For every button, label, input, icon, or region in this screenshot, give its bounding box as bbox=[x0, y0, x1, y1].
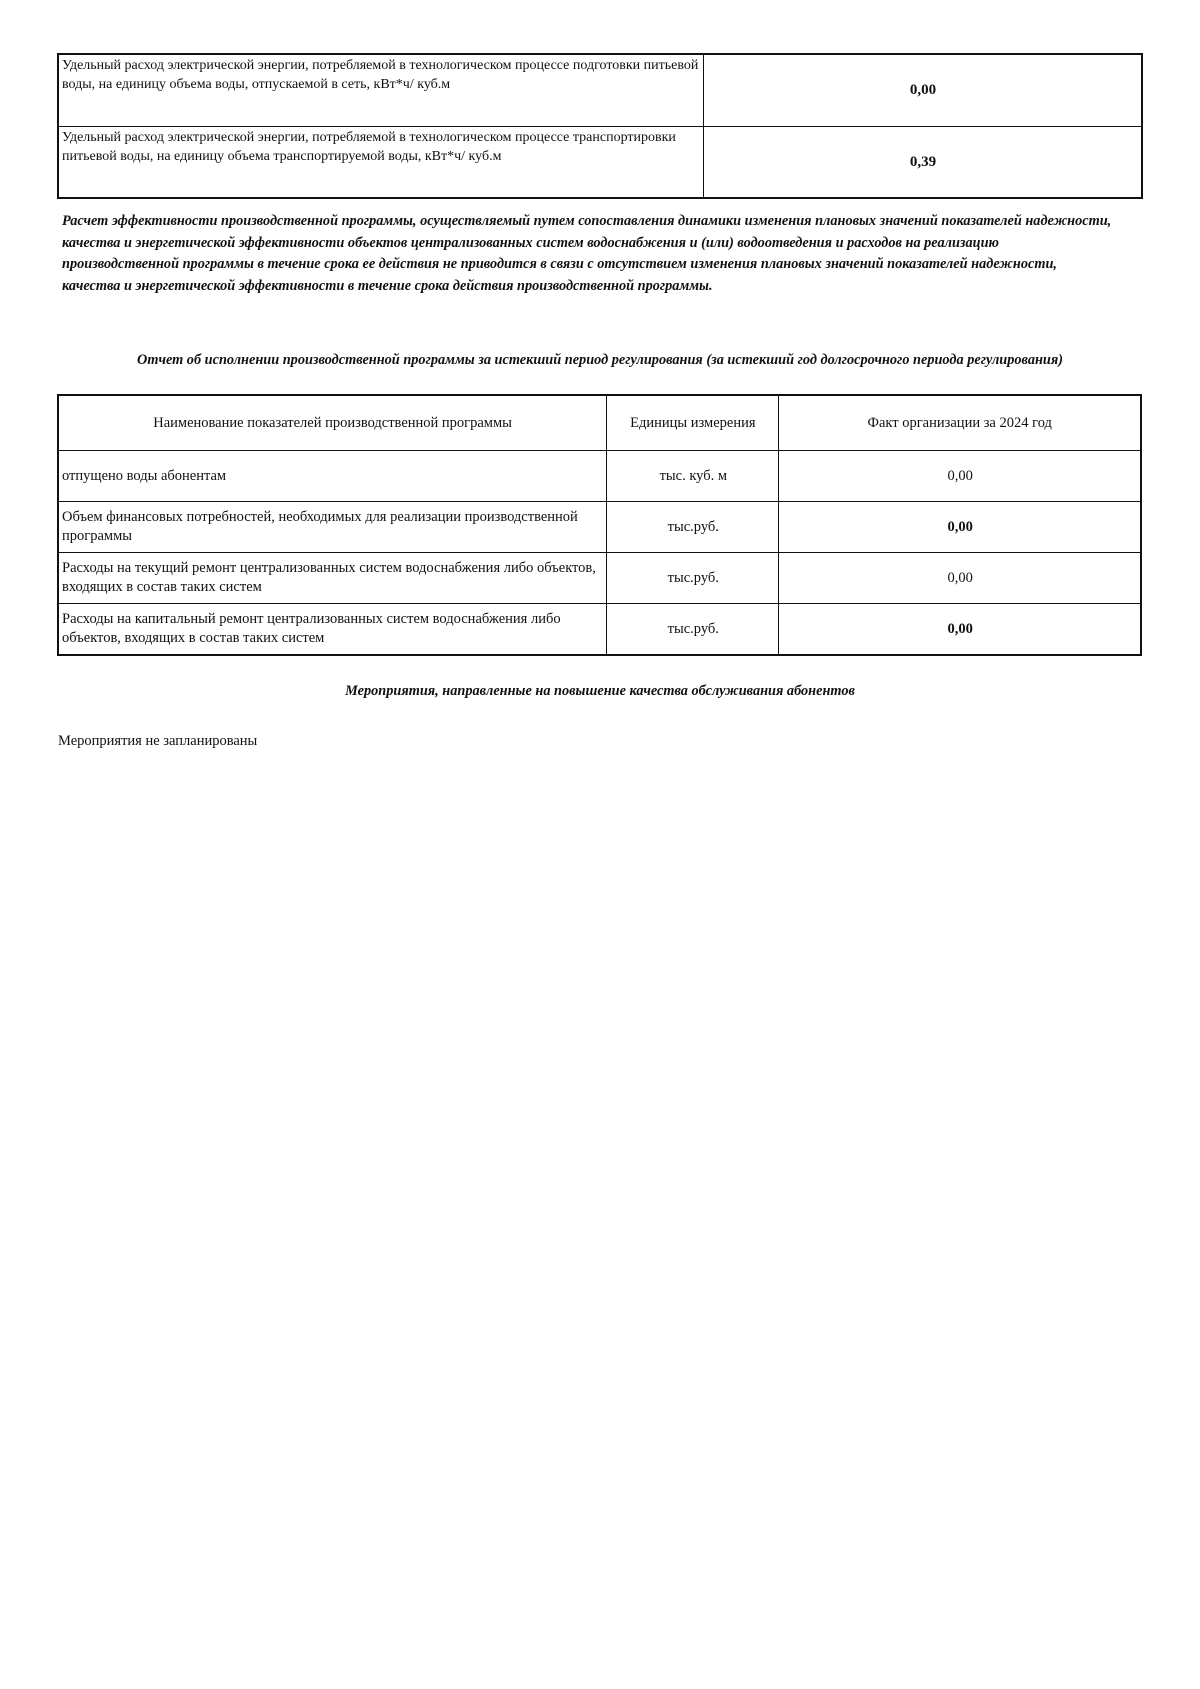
energy-row-value: 0,00 bbox=[704, 54, 1143, 126]
row-indicator-name: отпущено воды абонентам bbox=[58, 451, 607, 502]
row-indicator-name: Объем финансовых потребностей, необходимых для реализации производственной программы bbox=[58, 502, 607, 553]
service-quality-heading: Мероприятия, направленные на повышение качества обслуживания абонентов bbox=[345, 683, 855, 699]
table-row bbox=[58, 502, 1141, 553]
energy-row-label: Удельный расход электрической энергии, потребляемой в технологическом процессе подготовки питьевой воды, на единицу объема воды, отпускаемой в сеть, кВт*ч/ куб.м bbox=[58, 54, 704, 126]
row-unit: тыс.руб. bbox=[607, 604, 779, 656]
energy-row-value: 0,39 bbox=[704, 126, 1143, 198]
column-header-unit: Единицы измерения bbox=[607, 395, 779, 451]
row-fact-value: 0,00 bbox=[779, 604, 1141, 656]
energy-consumption-table bbox=[57, 53, 1143, 199]
efficiency-note-paragraph: Расчет эффективности производственной программы, осуществляемый путем сопоставления динамики изменения плановых значений показателей надежности, качества и энергетической эффективности объектов централизованных систем водоснабжения и (или) водоотведения и расходов на реализацию производственной программы в течение срока ее действия не приводится в связи с отсутствием изменения плановых значений показателей надежности, качества и энергетической эффективности в течение срока действия производственной программы. bbox=[62, 213, 1112, 294]
table-row bbox=[58, 126, 1142, 198]
report-heading: Отчет об исполнении производственной программы за истекший период регулирования (за истекший год долгосрочного периода регулирования) bbox=[137, 352, 1063, 368]
row-unit: тыс.руб. bbox=[607, 553, 779, 604]
row-fact-value: 0,00 bbox=[779, 502, 1141, 553]
table-row bbox=[58, 451, 1141, 502]
row-unit: тыс.руб. bbox=[607, 502, 779, 553]
row-fact-value: 0,00 bbox=[779, 451, 1141, 502]
row-indicator-name: Расходы на капитальный ремонт централизованных систем водоснабжения либо объектов, входящих в состав таких систем bbox=[58, 604, 607, 656]
column-header-fact: Факт организации за 2024 год bbox=[779, 395, 1141, 451]
column-header-indicator: Наименование показателей производственной программы bbox=[58, 395, 607, 451]
row-fact-value: 0,00 bbox=[779, 553, 1141, 604]
table-header-row bbox=[58, 395, 1141, 451]
no-events-text: Мероприятия не запланированы bbox=[58, 733, 258, 749]
row-unit: тыс. куб. м bbox=[607, 451, 779, 502]
table-row bbox=[58, 604, 1141, 656]
table-row bbox=[58, 54, 1142, 126]
table-row bbox=[58, 553, 1141, 604]
row-indicator-name: Расходы на текущий ремонт централизованных систем водоснабжения либо объектов, входящих в состав таких систем bbox=[58, 553, 607, 604]
production-program-report-table bbox=[57, 394, 1142, 656]
energy-row-label: Удельный расход электрической энергии, потребляемой в технологическом процессе транспортировки питьевой воды, на единицу объема транспортируемой воды, кВт*ч/ куб.м bbox=[58, 126, 704, 198]
